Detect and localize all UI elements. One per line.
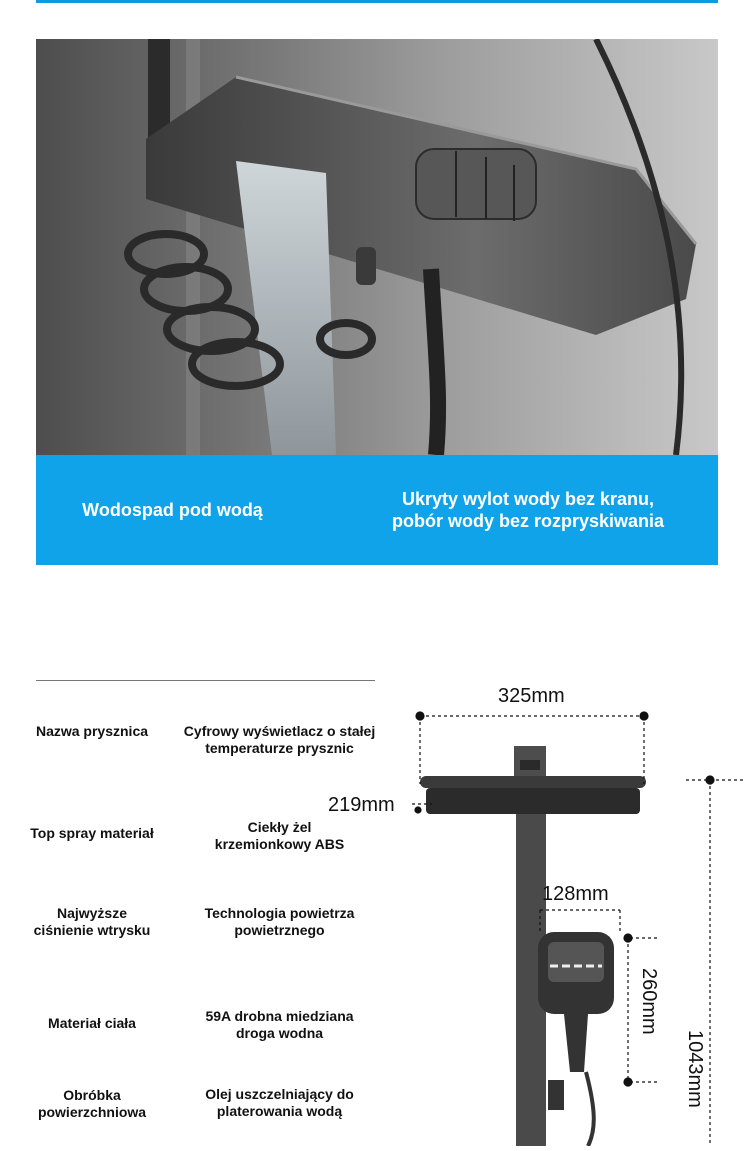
dim-width: 325mm (498, 685, 565, 707)
spec-label-pressure: Najwyższe ciśnienie wtrysku (33, 905, 151, 938)
spec-label-shower-name: Nazwa prysznica (35, 723, 149, 739)
feature-hidden-outlet-line2: pobór wody bez rozpryskiwania (391, 511, 665, 531)
spec-label-body-material: Materiał ciała (48, 1015, 136, 1031)
feature-waterfall: Wodospad pod wodą (82, 499, 263, 520)
dim-handset-length: 260mm (638, 968, 660, 1035)
dim-handset-width: 128mm (542, 883, 609, 905)
spec-divider (36, 680, 375, 681)
feature-hidden-outlet-line1: Ukryty wylot wody bez kranu, (401, 489, 655, 509)
spec-value-surface: Olej uszczelniający do platerowania wodą (205, 1086, 354, 1119)
spec-value-shower-name: Cyfrowy wyświetlacz o stałej temperaturze prysznic (183, 723, 376, 756)
spec-value-pressure: Technologia powietrza powietrznego (204, 905, 355, 938)
product-photo (36, 39, 718, 455)
spec-label-top-spray: Top spray materiał (30, 825, 154, 841)
spec-label-surface: Obróbka powierzchniowa (37, 1087, 147, 1120)
feature-hidden-outlet (336, 455, 720, 565)
shower-illustration (36, 39, 718, 455)
spec-value-top-spray: Ciekły żel krzemionkowy ABS (214, 819, 345, 852)
spec-value-body-material: 59A drobna miedziana droga wodna (205, 1008, 354, 1041)
dimension-diagram (328, 670, 750, 1146)
feature-banner (36, 455, 718, 565)
dim-depth: 219mm (328, 794, 395, 816)
top-accent-bar (36, 0, 718, 3)
dim-total-height: 1043mm (684, 1030, 706, 1108)
